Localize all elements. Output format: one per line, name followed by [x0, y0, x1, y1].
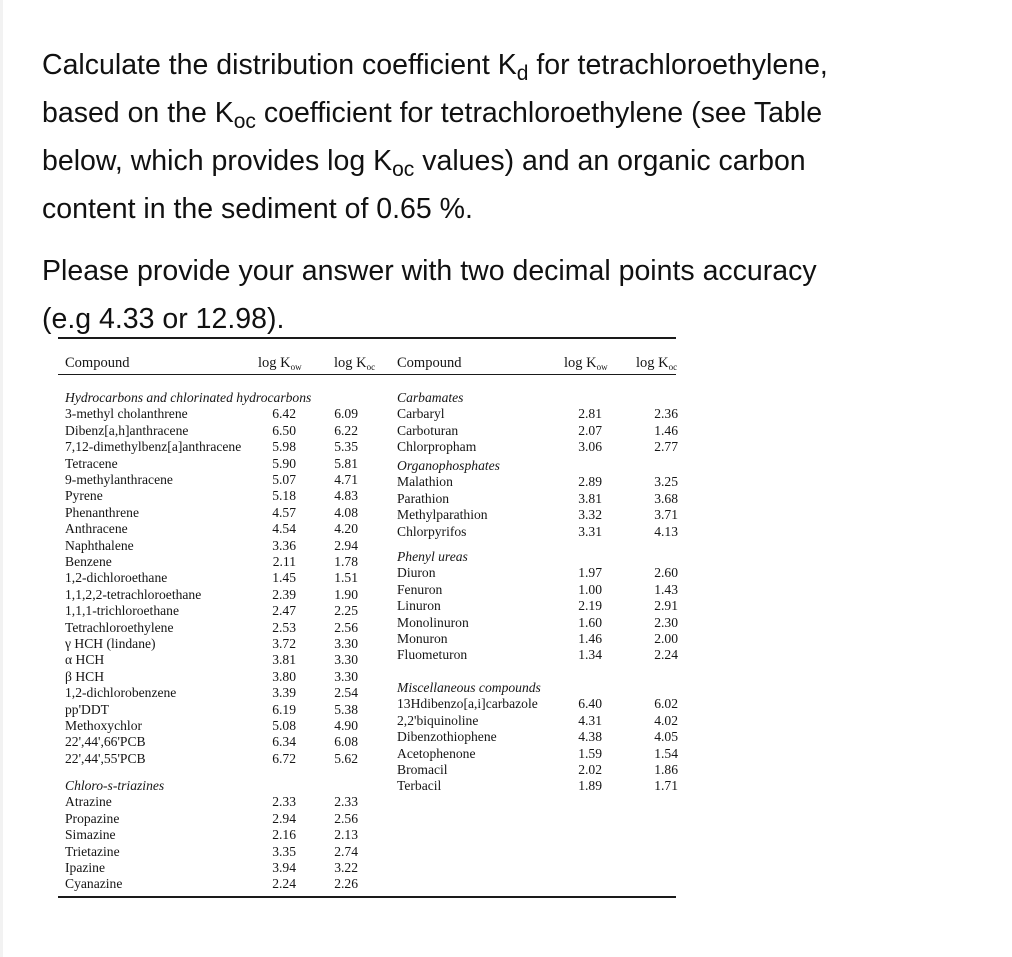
- log-koc-value: 4.02: [654, 712, 678, 728]
- log-kow-value: 2.81: [578, 406, 602, 422]
- log-koc-value: 5.35: [334, 439, 358, 455]
- group-title: Chloro-s-triazines: [65, 778, 165, 793]
- log-koc-value: 2.25: [334, 603, 358, 619]
- group-title: Phenyl ureas: [397, 549, 468, 564]
- log-koc-value: 1.43: [654, 581, 678, 597]
- compound-name: 1,1,2,2-tetrachloroethane: [65, 586, 202, 602]
- log-koc-value: 4.05: [654, 729, 678, 745]
- compound-name: Acetophenone: [397, 745, 476, 761]
- table-top-rule: [58, 337, 676, 339]
- log-koc-value: 1.54: [654, 745, 678, 761]
- compound-name: Ipazine: [65, 860, 105, 875]
- log-kow-value: 6.40: [578, 696, 602, 712]
- compound-name: Tetracene: [65, 455, 118, 471]
- question-line-1: Calculate the distribution coefficient $K_d$ for tetrachloroethylene,: [42, 49, 828, 85]
- log-koc-value: 1.78: [334, 554, 358, 569]
- question-line-4: content in the sediment of 0.65 %.: [42, 193, 473, 225]
- log-kow-value: 4.57: [272, 504, 296, 520]
- compound-name: pp'DDT: [65, 701, 109, 717]
- header-log-koc-left: $\log K_{oc}$: [334, 355, 376, 372]
- question-line-2: based on the $K_{oc}$ coefficient for tetrachloroethylene (see Table: [42, 97, 823, 133]
- log-kow-value: 2.02: [578, 762, 602, 777]
- log-kow-value: 3.32: [578, 507, 602, 523]
- compound-name: α HCH: [65, 652, 105, 668]
- instruction-paragraph: [42, 247, 817, 343]
- log-kow-value: 6.72: [272, 750, 296, 766]
- compound-name: 7,12-dimethylbenz[a]anthracene: [65, 439, 242, 455]
- compound-name: Carboturan: [397, 422, 459, 438]
- log-koc-value: 2.77: [654, 439, 678, 455]
- log-kow-value: 2.53: [272, 619, 296, 635]
- compound-name: Dibenz[a,h]anthracene: [65, 422, 189, 438]
- compound-name: Dibenzothiophene: [397, 729, 497, 745]
- log-kow-value: 5.18: [272, 488, 296, 504]
- log-koc-value: 3.30: [334, 636, 358, 651]
- log-koc-value: 1.90: [334, 586, 358, 602]
- log-kow-value: 1.45: [272, 570, 296, 586]
- log-koc-value: 2.74: [334, 843, 358, 859]
- log-koc-value: 6.02: [654, 696, 678, 712]
- log-kow-value: 1.60: [578, 614, 602, 630]
- log-kow-value: 6.50: [272, 422, 296, 438]
- log-koc-value: 2.56: [334, 619, 358, 635]
- left-edge-divider: [0, 0, 3, 957]
- compound-name: Benzene: [65, 554, 112, 569]
- compound-name: Tetrachloroethylene: [65, 619, 174, 635]
- compound-name: Methoxychlor: [65, 718, 143, 733]
- compound-name: Fenuron: [397, 581, 443, 597]
- log-koc-value: 3.30: [334, 652, 358, 668]
- log-kow-value: 3.94: [272, 860, 296, 875]
- log-koc-value: 2.26: [334, 876, 358, 892]
- log-kow-value: 5.07: [272, 472, 296, 487]
- log-kow-value: 2.19: [578, 598, 602, 614]
- compound-name: 13Hdibenzo[a,i]carbazole: [397, 696, 538, 712]
- log-kow-value: 2.47: [272, 603, 296, 619]
- log-koc-value: 2.00: [654, 631, 678, 646]
- log-koc-value: 2.54: [334, 685, 358, 701]
- log-kow-value: 4.31: [578, 712, 602, 728]
- header-log-koc-right: $\log K_{oc}$: [636, 355, 678, 372]
- log-koc-value: 3.71: [654, 507, 678, 523]
- log-kow-value: 3.36: [272, 537, 296, 553]
- log-koc-value: 4.13: [654, 523, 678, 539]
- question-line-3: below, which provides $\log K_{oc}$ values) and an organic carbon: [42, 145, 806, 181]
- log-koc-value: 1.51: [334, 570, 358, 586]
- log-koc-value: 4.83: [334, 488, 358, 504]
- compound-name: Pyrene: [65, 488, 103, 504]
- log-kow-value: 3.81: [272, 652, 296, 668]
- compound-name: β HCH: [65, 668, 105, 684]
- log-koc-value: 1.71: [654, 778, 678, 794]
- table-bottom-rule: [58, 896, 676, 898]
- log-kow-value: 5.90: [272, 455, 296, 471]
- log-koc-value: 3.22: [334, 860, 358, 875]
- log-koc-value: 4.71: [334, 472, 358, 487]
- log-koc-value: 2.60: [654, 565, 678, 581]
- compound-name: Cyanazine: [65, 876, 123, 892]
- compound-name: Simazine: [65, 827, 116, 843]
- log-kow-value: 2.24: [272, 876, 296, 892]
- log-koc-value: 1.86: [654, 762, 678, 777]
- log-kow-value: 1.46: [578, 631, 602, 646]
- compound-name: Naphthalene: [65, 537, 134, 553]
- log-kow-value: 2.39: [272, 586, 296, 602]
- compound-name: γ HCH (lindane): [65, 636, 156, 651]
- log-kow-value: 3.31: [578, 523, 602, 539]
- compound-name: Atrazine: [65, 794, 112, 810]
- compound-name: Methylparathion: [397, 507, 488, 523]
- compound-name: Linuron: [397, 598, 441, 614]
- log-kow-value: 2.94: [272, 810, 296, 826]
- instruction-line-1: Please provide your answer with two decimal points accuracy: [42, 255, 817, 287]
- log-kow-value: 1.34: [578, 647, 602, 663]
- compound-name: Diuron: [397, 565, 436, 581]
- log-kow-value: 1.59: [578, 745, 602, 761]
- compound-name: Phenanthrene: [65, 504, 139, 520]
- header-compound-left: Compound: [65, 355, 130, 371]
- header-log-kow-left: $\log K_{ow}$: [258, 355, 302, 372]
- log-kow-value: 2.07: [578, 422, 602, 438]
- compound-name: 1,1,1-trichloroethane: [65, 603, 179, 619]
- log-kow-value: 1.00: [578, 581, 602, 597]
- log-kow-value: 2.89: [578, 474, 602, 490]
- group-title: Hydrocarbons and chlorinated hydrocarbons: [65, 390, 312, 405]
- compound-name: 9-methylanthracene: [65, 472, 173, 487]
- compound-name: 3-methyl cholanthrene: [65, 406, 188, 422]
- compound-name: Anthracene: [65, 521, 128, 537]
- compound-name: Monuron: [397, 631, 448, 646]
- log-kow-value: 5.08: [272, 718, 296, 733]
- compound-name: Terbacil: [397, 778, 442, 794]
- compound-name: 22',44',66'PCB: [65, 734, 146, 750]
- log-koc-value: 2.33: [334, 794, 358, 810]
- compound-name: Malathion: [397, 474, 453, 490]
- compound-name: Parathion: [397, 490, 450, 506]
- log-kow-value: 4.54: [272, 521, 296, 537]
- compound-name: Chlorpyrifos: [397, 523, 467, 539]
- log-koc-value: 2.24: [654, 647, 678, 663]
- log-koc-value: 2.30: [654, 614, 678, 630]
- compound-name: 2,2'biquinoline: [397, 712, 479, 728]
- log-kow-value: 1.89: [578, 778, 602, 794]
- compound-name: 22',44',55'PCB: [65, 750, 146, 766]
- header-log-kow-right: $\log K_{ow}$: [564, 355, 608, 372]
- log-koc-value: 6.08: [334, 734, 358, 750]
- log-koc-value: 2.56: [334, 810, 358, 826]
- instruction-line-2: (e.g 4.33 or 12.98).: [42, 303, 285, 335]
- log-koc-value: 2.13: [334, 827, 358, 843]
- log-kow-value: 3.06: [578, 439, 602, 455]
- group-title: Carbamates: [397, 390, 464, 405]
- log-koc-value: 3.25: [654, 474, 678, 490]
- log-kow-value: 1.97: [578, 565, 602, 581]
- compound-name: 1,2-dichlorobenzene: [65, 685, 177, 701]
- log-koc-value: 2.94: [334, 537, 358, 553]
- compound-name: Monolinuron: [397, 614, 469, 630]
- compound-name: Carbaryl: [397, 406, 445, 422]
- log-koc-value: 4.08: [334, 504, 358, 520]
- compound-name: 1,2-dichloroethane: [65, 570, 168, 586]
- log-kow-value: 2.33: [272, 794, 296, 810]
- log-koc-value: 6.22: [334, 422, 358, 438]
- log-kow-value: 2.16: [272, 827, 296, 843]
- question-paragraph: [42, 41, 828, 233]
- log-kow-value: 4.38: [578, 729, 602, 745]
- log-kow-value: 3.80: [272, 668, 296, 684]
- koc-table: [58, 337, 676, 899]
- log-koc-value: 4.90: [334, 718, 358, 733]
- log-koc-value: 5.62: [334, 750, 358, 766]
- compound-name: Bromacil: [397, 762, 448, 777]
- log-kow-value: 6.42: [272, 406, 296, 422]
- log-kow-value: 3.35: [272, 843, 296, 859]
- table-header-rule: [58, 374, 676, 375]
- compound-name: Fluometuron: [397, 647, 468, 663]
- header-compound-right: Compound: [397, 355, 462, 371]
- log-koc-value: 5.81: [334, 455, 358, 471]
- log-koc-value: 1.46: [654, 422, 678, 438]
- compound-name: Trietazine: [65, 843, 120, 859]
- log-kow-value: 2.11: [272, 554, 296, 569]
- group-title: Miscellaneous compounds: [397, 680, 541, 695]
- log-kow-value: 3.72: [272, 636, 296, 651]
- log-koc-value: 3.30: [334, 668, 358, 684]
- log-koc-value: 3.68: [654, 490, 678, 506]
- log-koc-value: 5.38: [334, 701, 358, 717]
- log-kow-value: 6.19: [272, 701, 296, 717]
- log-koc-value: 2.91: [654, 598, 678, 614]
- log-kow-value: 5.98: [272, 439, 296, 455]
- log-koc-value: 6.09: [334, 406, 358, 422]
- compound-name: Propazine: [65, 810, 120, 826]
- log-kow-value: 3.39: [272, 685, 296, 701]
- group-title: Organophosphates: [397, 458, 500, 473]
- log-kow-value: 6.34: [272, 734, 296, 750]
- log-koc-value: 4.20: [334, 521, 358, 537]
- compound-name: Chlorpropham: [397, 439, 477, 455]
- log-kow-value: 3.81: [578, 490, 602, 506]
- log-koc-value: 2.36: [654, 406, 678, 422]
